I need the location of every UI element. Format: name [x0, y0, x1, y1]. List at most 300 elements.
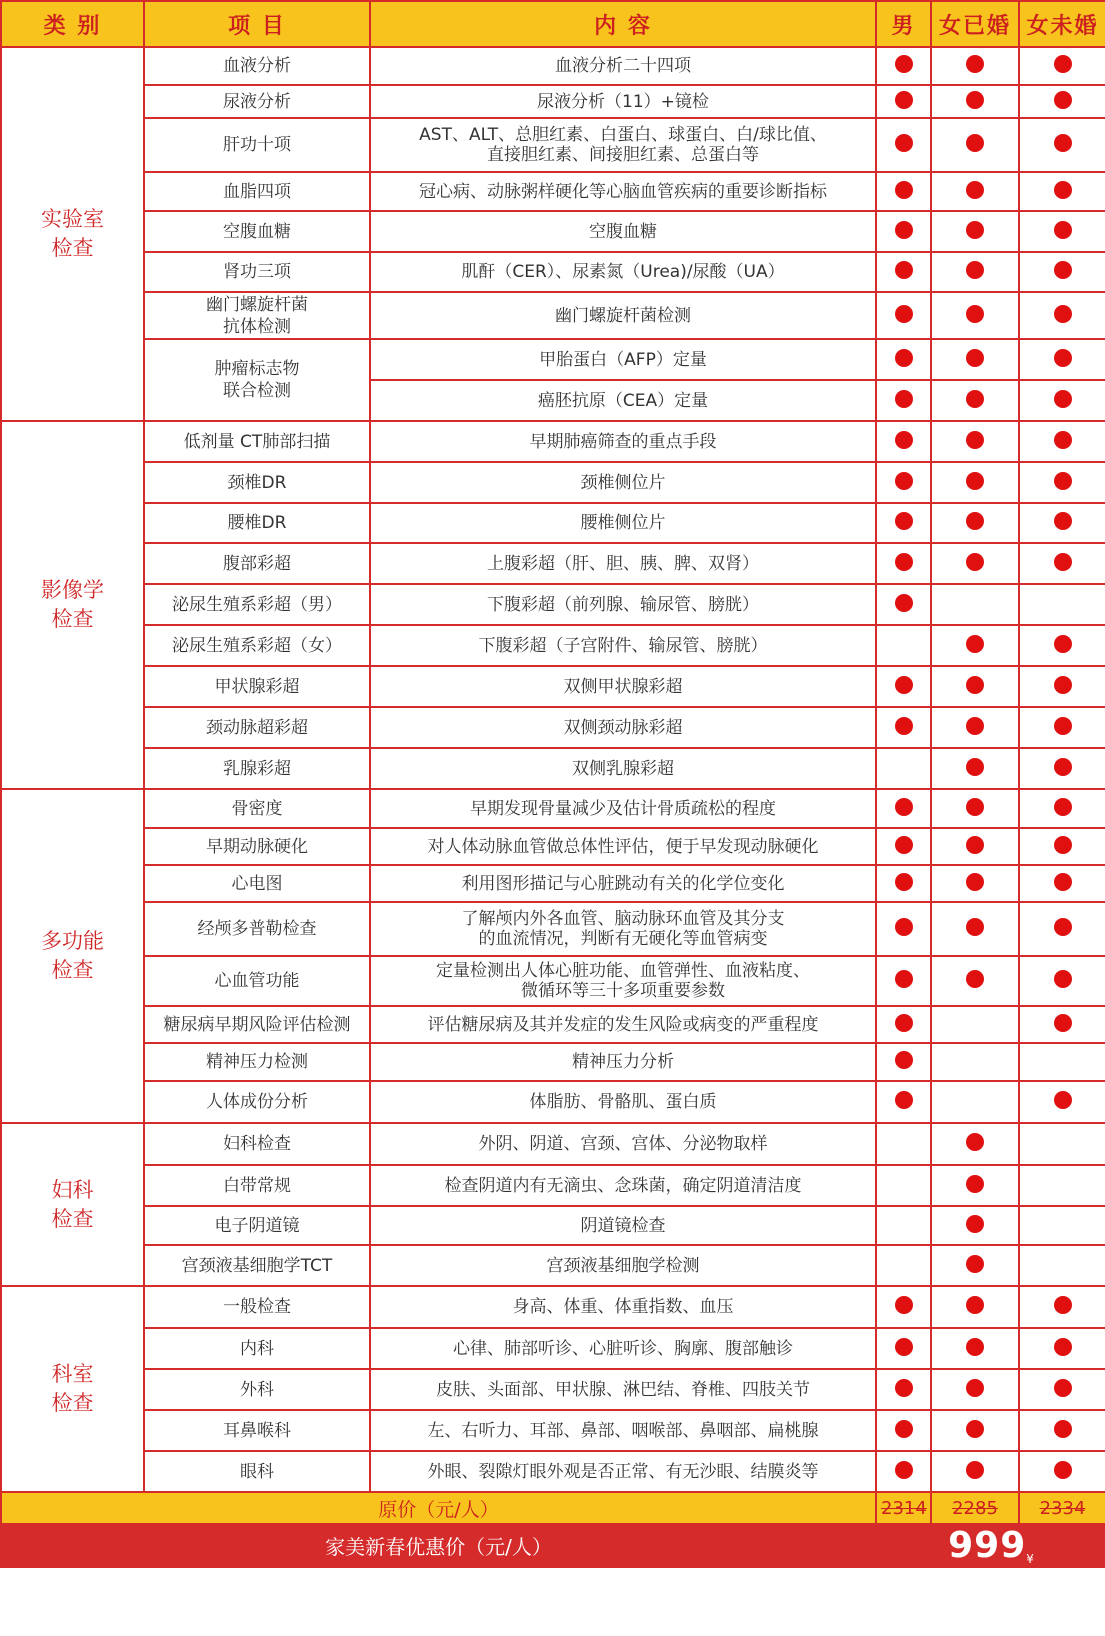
category-label: 检查 — [51, 607, 94, 631]
category-label: 检查 — [51, 236, 94, 260]
mark-cell-female-unmarried — [1019, 292, 1105, 339]
included-dot-icon — [966, 1461, 984, 1479]
included-dot-icon — [895, 717, 913, 735]
mark-cell-female-married — [931, 902, 1019, 956]
mark-cell-female-married — [931, 1328, 1019, 1369]
included-dot-icon — [1054, 635, 1072, 653]
mark-cell-female-married — [931, 1123, 1019, 1165]
item-content: 癌胚抗原（CEA）定量 — [537, 390, 709, 411]
mark-cell-female-married — [931, 292, 1019, 339]
included-dot-icon — [966, 431, 984, 449]
item-content: 颈椎侧位片 — [580, 472, 666, 493]
original-price-male — [876, 1492, 931, 1524]
mark-cell-male — [876, 1245, 931, 1286]
included-dot-icon — [1054, 1091, 1072, 1109]
mark-cell-male — [876, 462, 931, 503]
included-dot-icon — [966, 758, 984, 776]
table-row — [1, 625, 1105, 666]
included-dot-icon — [1054, 918, 1072, 936]
included-dot-icon — [895, 1461, 913, 1479]
category-label: 影像学 — [41, 578, 104, 602]
mark-cell-male — [876, 1369, 931, 1410]
item-name-cell — [144, 252, 370, 292]
item-content-cell — [370, 252, 876, 292]
included-dot-icon — [1054, 1014, 1072, 1032]
mark-cell-female-unmarried — [1019, 707, 1105, 748]
mark-cell-female-unmarried — [1019, 748, 1105, 789]
mark-cell-female-unmarried — [1019, 421, 1105, 462]
item-content-cell — [370, 543, 876, 584]
included-dot-icon — [966, 676, 984, 694]
included-dot-icon — [895, 91, 913, 109]
mark-cell-female-unmarried — [1019, 1206, 1105, 1245]
mark-cell-male — [876, 828, 931, 865]
item-content: 外阴、阴道、宫颈、宫体、分泌物取样 — [478, 1134, 768, 1154]
item-name-cell — [144, 865, 370, 902]
table-row — [1, 1245, 1105, 1286]
mark-cell-female-unmarried — [1019, 828, 1105, 865]
promo-price-row — [1, 1524, 1105, 1567]
item-content-cell — [370, 1206, 876, 1245]
mark-cell-female-married — [931, 252, 1019, 292]
included-dot-icon — [895, 472, 913, 490]
included-dot-icon — [895, 970, 913, 988]
item-content-cell — [370, 666, 876, 707]
included-dot-icon — [966, 798, 984, 816]
mark-cell-female-unmarried — [1019, 380, 1105, 421]
included-dot-icon — [966, 836, 984, 854]
item-content-cell — [370, 1123, 876, 1165]
header-female-married: 女已婚 — [931, 1, 1019, 47]
item-name: 电子阴道镜 — [214, 1215, 300, 1236]
category-label: 检查 — [51, 1206, 94, 1231]
included-dot-icon — [966, 221, 984, 239]
item-name-cell — [144, 789, 370, 828]
mark-cell-male — [876, 47, 931, 85]
mark-cell-female-married — [931, 47, 1019, 85]
header-row — [1, 1, 1105, 47]
item-content-cell — [370, 1245, 876, 1286]
item-content: 评估糖尿病及其并发症的发生风险或病变的严重程度 — [427, 1014, 819, 1035]
item-content-cell — [370, 503, 876, 543]
item-name: 空腹血糖 — [223, 221, 291, 242]
table-row — [1, 707, 1105, 748]
included-dot-icon — [966, 717, 984, 735]
table-row — [1, 865, 1105, 902]
item-content-cell — [370, 421, 876, 462]
included-dot-icon — [966, 918, 984, 936]
currency-symbol: ¥ — [1026, 1552, 1034, 1566]
item-name: 宫颈液基细胞学TCT — [181, 1255, 333, 1276]
mark-cell-male — [876, 252, 931, 292]
item-name: 甲状腺彩超 — [214, 676, 300, 697]
category-cell — [1, 1123, 144, 1286]
mark-cell-female-married — [931, 1006, 1019, 1043]
included-dot-icon — [895, 261, 913, 279]
included-dot-icon — [1054, 512, 1072, 530]
item-name: 乳腺彩超 — [223, 758, 291, 779]
mark-cell-female-unmarried — [1019, 789, 1105, 828]
item-content: 直接胆红素、间接胆红素、总蛋白等 — [487, 145, 759, 165]
included-dot-icon — [966, 390, 984, 408]
mark-cell-female-unmarried — [1019, 1328, 1105, 1369]
item-name-cell — [144, 1123, 370, 1165]
item-content: 冠心病、动脉粥样硬化等心脑血管疾病的重要诊断指标 — [419, 181, 827, 202]
item-name-cell — [144, 421, 370, 462]
item-content: 早期发现骨量减少及估计骨质疏松的程度 — [470, 798, 776, 819]
included-dot-icon — [895, 873, 913, 891]
item-content: 上腹彩超（肝、胆、胰、脾、双肾） — [487, 553, 759, 574]
included-dot-icon — [1054, 1379, 1072, 1397]
item-name-cell — [144, 339, 370, 421]
included-dot-icon — [1054, 1338, 1072, 1356]
item-content: 下腹彩超（前列腺、输尿管、膀胱） — [487, 594, 759, 615]
mark-cell-female-unmarried — [1019, 1123, 1105, 1165]
item-name-cell — [144, 1410, 370, 1451]
table-row — [1, 828, 1105, 865]
table-row — [1, 503, 1105, 543]
item-content-cell — [370, 902, 876, 956]
item-content: 双侧乳腺彩超 — [572, 758, 674, 779]
item-name: 肾功三项 — [223, 262, 291, 282]
mark-cell-male — [876, 1451, 931, 1492]
mark-cell-female-unmarried — [1019, 1043, 1105, 1081]
item-content-cell — [370, 1165, 876, 1206]
mark-cell-male — [876, 707, 931, 748]
included-dot-icon — [966, 512, 984, 530]
original-price-label: 原价（元/人） — [1, 1492, 876, 1524]
item-name-cell — [144, 1081, 370, 1123]
included-dot-icon — [895, 553, 913, 571]
item-name: 联合检测 — [223, 381, 291, 401]
mark-cell-male — [876, 748, 931, 789]
included-dot-icon — [966, 1420, 984, 1438]
included-dot-icon — [895, 798, 913, 816]
promo-price-value: 999 — [948, 1525, 1027, 1566]
mark-cell-male — [876, 1165, 931, 1206]
item-name-cell — [144, 1328, 370, 1369]
item-content-cell — [370, 1451, 876, 1492]
item-name: 颈动脉超彩超 — [206, 717, 308, 738]
included-dot-icon — [966, 873, 984, 891]
included-dot-icon — [1054, 873, 1072, 891]
included-dot-icon — [895, 1420, 913, 1438]
mark-cell-male — [876, 1206, 931, 1245]
table-row — [1, 1328, 1105, 1369]
mark-cell-female-married — [931, 1369, 1019, 1410]
included-dot-icon — [1054, 717, 1072, 735]
table-row — [1, 789, 1105, 828]
item-content: 外眼、裂隙灯眼外观是否正常、有无沙眼、结膜炎等 — [427, 1461, 819, 1482]
item-name-cell — [144, 1369, 370, 1410]
mark-cell-female-unmarried — [1019, 252, 1105, 292]
item-name-cell — [144, 1006, 370, 1043]
mark-cell-female-unmarried — [1019, 956, 1105, 1006]
included-dot-icon — [1054, 676, 1072, 694]
item-content: 肌酐（CER）、尿素氮（Urea)/尿酸（UA） — [461, 262, 785, 282]
mark-cell-male — [876, 172, 931, 211]
item-name: 精神压力检测 — [206, 1052, 308, 1072]
item-content: 宫颈液基细胞学检测 — [546, 1255, 700, 1276]
included-dot-icon — [1054, 134, 1072, 152]
item-name: 心电图 — [231, 873, 283, 894]
item-content: 左、右听力、耳部、鼻部、咽喉部、鼻咽部、扁桃腺 — [427, 1420, 819, 1441]
category-cell — [1, 421, 144, 789]
table-row — [1, 666, 1105, 707]
item-name-cell — [144, 625, 370, 666]
mark-cell-female-married — [931, 1286, 1019, 1328]
included-dot-icon — [966, 55, 984, 73]
item-name-cell — [144, 1043, 370, 1081]
item-content: 下腹彩超（子宫附件、输尿管、膀胱） — [478, 635, 768, 656]
item-content: 双侧甲状腺彩超 — [563, 676, 683, 697]
table-row — [1, 1043, 1105, 1081]
item-name: 血液分析 — [223, 56, 291, 76]
item-content-cell — [370, 339, 876, 380]
included-dot-icon — [1054, 261, 1072, 279]
mark-cell-female-married — [931, 1081, 1019, 1123]
mark-cell-female-married — [931, 625, 1019, 666]
item-name: 肝功十项 — [223, 135, 291, 155]
mark-cell-female-unmarried — [1019, 543, 1105, 584]
included-dot-icon — [895, 1379, 913, 1397]
item-name: 内科 — [240, 1338, 274, 1359]
mark-cell-female-unmarried — [1019, 47, 1105, 85]
item-name-cell — [144, 462, 370, 503]
mark-cell-female-unmarried — [1019, 1006, 1105, 1043]
included-dot-icon — [1054, 798, 1072, 816]
item-name-cell — [144, 292, 370, 339]
mark-cell-male — [876, 625, 931, 666]
item-name-cell — [144, 748, 370, 789]
item-content-cell — [370, 462, 876, 503]
mark-cell-female-unmarried — [1019, 85, 1105, 118]
item-name-cell — [144, 118, 370, 172]
item-name: 人体成份分析 — [206, 1092, 308, 1112]
item-content: 定量检测出人体心脏功能、血管弹性、血液粘度、 — [436, 961, 810, 981]
item-name: 骨密度 — [231, 798, 283, 819]
included-dot-icon — [895, 512, 913, 530]
item-content-cell — [370, 1328, 876, 1369]
mark-cell-male — [876, 421, 931, 462]
item-content: 阴道镜检查 — [580, 1215, 666, 1236]
category-label: 科室 — [51, 1362, 94, 1386]
item-name-cell — [144, 666, 370, 707]
item-name-cell — [144, 503, 370, 543]
mark-cell-female-unmarried — [1019, 1410, 1105, 1451]
item-content: 体脂肪、骨骼肌、蛋白质 — [529, 1092, 717, 1112]
item-content-cell — [370, 118, 876, 172]
table-row — [1, 1369, 1105, 1410]
item-name-cell — [144, 1451, 370, 1492]
item-content-cell — [370, 865, 876, 902]
mark-cell-female-unmarried — [1019, 118, 1105, 172]
mark-cell-female-married — [931, 1245, 1019, 1286]
included-dot-icon — [966, 91, 984, 109]
mark-cell-female-married — [931, 1043, 1019, 1081]
item-name-cell — [144, 47, 370, 85]
included-dot-icon — [895, 836, 913, 854]
item-name-cell — [144, 1165, 370, 1206]
item-name: 颈椎DR — [227, 472, 287, 493]
item-name-cell — [144, 902, 370, 956]
included-dot-icon — [1054, 1461, 1072, 1479]
item-content: 利用图形描记与心脏跳动有关的化学位变化 — [461, 873, 785, 894]
header-content: 内 容 — [370, 1, 876, 47]
original-price-female-married — [931, 1492, 1019, 1524]
mark-cell-female-married — [931, 211, 1019, 252]
item-content: 了解颅内外各血管、脑动脉环血管及其分支 — [461, 909, 785, 929]
included-dot-icon — [966, 1255, 984, 1273]
mark-cell-male — [876, 789, 931, 828]
item-content-cell — [370, 172, 876, 211]
item-name-cell — [144, 1206, 370, 1245]
mark-cell-female-unmarried — [1019, 339, 1105, 380]
mark-cell-female-married — [931, 1410, 1019, 1451]
included-dot-icon — [895, 181, 913, 199]
item-name: 早期动脉硬化 — [206, 836, 308, 857]
table-row — [1, 47, 1105, 85]
table-row — [1, 902, 1105, 956]
included-dot-icon — [895, 918, 913, 936]
item-name: 幽门螺旋杆菌 — [206, 294, 308, 315]
table-row — [1, 748, 1105, 789]
category-cell — [1, 789, 144, 1123]
header-item: 项 目 — [144, 1, 370, 47]
mark-cell-female-unmarried — [1019, 1245, 1105, 1286]
item-name: 糖尿病早期风险评估检测 — [163, 1014, 351, 1035]
item-name: 抗体检测 — [223, 316, 291, 337]
category-cell — [1, 47, 144, 421]
mark-cell-male — [876, 1043, 931, 1081]
mark-cell-female-married — [931, 1206, 1019, 1245]
included-dot-icon — [895, 1296, 913, 1314]
table-row — [1, 1123, 1105, 1165]
item-content: 对人体动脉血管做总体性评估，便于早发现动脉硬化 — [427, 836, 819, 857]
table-row — [1, 1165, 1105, 1206]
item-name: 经颅多普勒检查 — [197, 919, 317, 939]
mark-cell-female-married — [931, 1165, 1019, 1206]
item-name-cell — [144, 211, 370, 252]
item-content: 双侧颈动脉彩超 — [563, 717, 683, 738]
item-content-cell — [370, 748, 876, 789]
table-row — [1, 1206, 1105, 1245]
item-content-cell — [370, 1043, 876, 1081]
included-dot-icon — [895, 134, 913, 152]
included-dot-icon — [895, 431, 913, 449]
included-dot-icon — [966, 1175, 984, 1193]
category-label: 检查 — [51, 1391, 94, 1415]
item-name-cell — [144, 828, 370, 865]
included-dot-icon — [1054, 1420, 1072, 1438]
promo-price-cell — [876, 1524, 1105, 1567]
included-dot-icon — [1054, 305, 1072, 323]
mark-cell-female-married — [931, 865, 1019, 902]
original-price-value: 2334 — [1039, 1498, 1086, 1519]
category-label: 检查 — [51, 958, 94, 982]
item-content-cell — [370, 956, 876, 1006]
category-label: 实验室 — [41, 207, 104, 231]
item-name: 腹部彩超 — [223, 553, 291, 574]
table-row — [1, 543, 1105, 584]
item-name: 眼科 — [240, 1461, 274, 1482]
item-name: 血脂四项 — [223, 181, 291, 202]
mark-cell-female-married — [931, 380, 1019, 421]
original-price-value: 2285 — [952, 1498, 998, 1519]
mark-cell-female-unmarried — [1019, 1165, 1105, 1206]
mark-cell-male — [876, 956, 931, 1006]
item-content: 皮肤、头面部、甲状腺、淋巴结、脊椎、四肢关节 — [436, 1379, 810, 1400]
item-content: 心律、肺部听诊、心脏听诊、胸廓、腹部触诊 — [453, 1338, 793, 1359]
item-content-cell — [370, 584, 876, 625]
item-name: 心血管功能 — [214, 971, 300, 991]
included-dot-icon — [895, 349, 913, 367]
item-name: 一般检查 — [223, 1297, 291, 1317]
included-dot-icon — [895, 1091, 913, 1109]
included-dot-icon — [1054, 836, 1072, 854]
item-content-cell — [370, 1081, 876, 1123]
included-dot-icon — [895, 305, 913, 323]
included-dot-icon — [1054, 221, 1072, 239]
mark-cell-male — [876, 1286, 931, 1328]
mark-cell-female-unmarried — [1019, 584, 1105, 625]
included-dot-icon — [1054, 970, 1072, 988]
item-content-cell — [370, 1286, 876, 1328]
table-row — [1, 172, 1105, 211]
item-name-cell — [144, 85, 370, 118]
included-dot-icon — [966, 472, 984, 490]
item-content-cell — [370, 625, 876, 666]
mark-cell-female-unmarried — [1019, 1286, 1105, 1328]
included-dot-icon — [966, 1338, 984, 1356]
item-name: 妇科检查 — [223, 1134, 291, 1154]
mark-cell-male — [876, 666, 931, 707]
category-label: 妇科 — [51, 1177, 94, 1202]
table-row — [1, 462, 1105, 503]
mark-cell-female-married — [931, 584, 1019, 625]
included-dot-icon — [895, 676, 913, 694]
included-dot-icon — [895, 390, 913, 408]
item-name: 泌尿生殖系彩超（男） — [172, 594, 342, 615]
mark-cell-male — [876, 503, 931, 543]
promo-label — [1, 1524, 876, 1567]
mark-cell-female-married — [931, 118, 1019, 172]
mark-cell-male — [876, 865, 931, 902]
mark-cell-male — [876, 85, 931, 118]
item-content: 的血流情况，判断有无硬化等血管病变 — [478, 929, 768, 949]
mark-cell-male — [876, 292, 931, 339]
mark-cell-female-married — [931, 339, 1019, 380]
mark-cell-female-married — [931, 85, 1019, 118]
mark-cell-female-married — [931, 748, 1019, 789]
included-dot-icon — [966, 970, 984, 988]
mark-cell-female-married — [931, 172, 1019, 211]
included-dot-icon — [966, 261, 984, 279]
item-content: 空腹血糖 — [589, 221, 657, 242]
item-content-cell — [370, 789, 876, 828]
item-name-cell — [144, 543, 370, 584]
item-content: 早期肺癌筛查的重点手段 — [529, 431, 717, 452]
item-content: 检查阴道内有无滴虫、念珠菌，确定阴道清洁度 — [444, 1175, 802, 1196]
item-content: 身高、体重、体重指数、血压 — [512, 1297, 734, 1317]
table-row — [1, 118, 1105, 172]
included-dot-icon — [895, 55, 913, 73]
included-dot-icon — [1054, 181, 1072, 199]
item-name-cell — [144, 1286, 370, 1328]
table-row — [1, 211, 1105, 252]
item-name-cell — [144, 707, 370, 748]
item-content: 精神压力分析 — [572, 1052, 674, 1072]
